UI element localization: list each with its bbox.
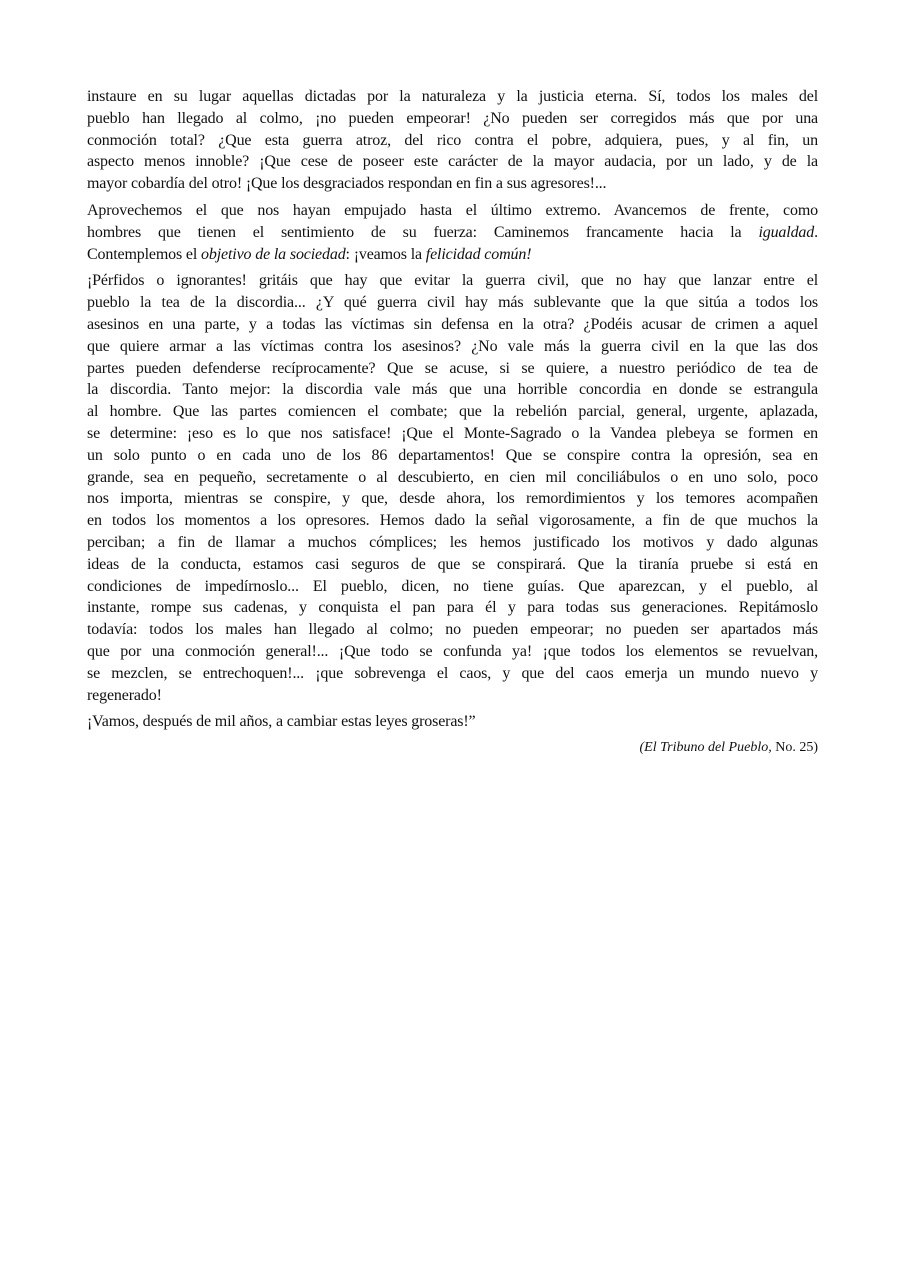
text-segment: aspecto menos innoble? ¡Que cese de poseer este carácter de la mayor audacia, por un lado, y de la (87, 153, 818, 171)
text-line (87, 270, 818, 292)
citation (87, 738, 818, 758)
text-line (87, 401, 818, 423)
text-segment: ideas de la conducta, estamos casi seguros de que se conspirará. Que la tiranía pruebe si está en (87, 555, 818, 573)
text-segment: perciban; a fin de llamar a muchos cómplices; les hemos justificado los motivos y dado algunas (87, 533, 818, 551)
text-line (87, 222, 818, 244)
text-line (87, 488, 818, 510)
text-line (87, 244, 818, 266)
text-segment: asesinos en una parte, y a todas las víctimas sin defensa en la otra? ¿Podéis acusar de crimen a aquel (87, 315, 818, 333)
text-line (87, 379, 818, 401)
text-line (87, 200, 818, 222)
document-page (87, 86, 818, 758)
text-segment: pueblo la tea de la discordia... ¿Y qué guerra civil hay más sublevante que la que sitúa a todos los (87, 294, 818, 312)
text-segment: que quiere armar a las víctimas contra los asesinos? ¿No vale más la guerra civil en la que las dos (87, 337, 818, 355)
text-segment: grande, sea en pequeño, secretamente o al descubierto, en cien mil conciliábulos o en uno solo, poco (87, 468, 818, 486)
text-line (87, 597, 818, 619)
text-segment: condiciones de impedírnoslo... El pueblo, dicen, no tiene guías. Que aparezcan, y el pueblo, al (87, 577, 818, 595)
italic-text: felicidad común! (425, 245, 532, 263)
paragraph (87, 200, 818, 265)
text-line (87, 663, 818, 685)
text-segment: se determine: ¡eso es lo que nos satisface! ¡Que el Monte-Sagrado o la Vandea plebeya se formen en (87, 424, 818, 442)
text-segment: Contemplemos el (87, 245, 202, 263)
text-segment: : ¡veamos la (345, 245, 426, 263)
text-segment: un solo punto o en cada uno de los 86 departamentos! Que se conspire contra la opresión, sea en (87, 446, 818, 464)
text-segment: ¡Vamos, después de mil años, a cambiar estas leyes groseras!” (87, 713, 476, 731)
text-segment: al hombre. Que las partes comiencen el combate; que la rebelión parcial, general, urgente, aplazada, (87, 403, 818, 421)
text-line (87, 423, 818, 445)
text-line (87, 151, 818, 173)
text-line (87, 532, 818, 554)
text-line (87, 358, 818, 380)
text-segment: nos importa, mientras se conspire, y que, desde ahora, los remordimientos y los temores acompañen (87, 490, 818, 508)
italic-text: objetivo de la sociedad (201, 245, 346, 263)
text-segment: conmoción total? ¿Que esta guerra atroz, del rico contra el pobre, adquiera, pues, y al fin, un (87, 131, 818, 149)
text-segment: que por una conmoción general!... ¡Que todo se confunda ya! ¡que todos los elementos se revuelvan, (87, 642, 818, 660)
text-segment: Aprovechemos el que nos hayan empujado hasta el último extremo. Avancemos de frente, como (87, 201, 818, 219)
text-line (87, 130, 818, 152)
text-line (87, 510, 818, 532)
text-segment: . (814, 223, 818, 241)
text-line (87, 292, 818, 314)
paragraph (87, 270, 818, 706)
text-segment: instante, rompe sus cadenas, y conquista el pan para él y para todas sus generaciones. Repitámoslo (87, 599, 818, 617)
text-line (87, 173, 818, 195)
text-segment: partes pueden defenderse recíprocamente? Que se acuse, si se quiere, a nuestro periódico de tea de (87, 359, 818, 377)
citation-number: No. 25) (771, 740, 818, 756)
italic-text: igualdad (758, 223, 815, 241)
citation-source: (El Tribuno del Pueblo, (639, 740, 772, 756)
text-segment: se mezclen, se entrechoquen!... ¡que sobrevenga el caos, y que del caos emerja un mundo nuevo y (87, 664, 818, 682)
text-line (87, 619, 818, 641)
text-line (87, 108, 818, 130)
paragraph (87, 86, 818, 195)
text-line (87, 467, 818, 489)
text-line (87, 641, 818, 663)
text-line (87, 336, 818, 358)
text-segment: todavía: todos los males han llegado al colmo; no pueden empeorar; no pueden ser apartados más (87, 621, 818, 639)
text-segment: mayor cobardía del otro! ¡Que los desgraciados respondan en fin a sus agresores!... (87, 175, 607, 193)
text-line (87, 685, 818, 707)
text-segment: ¡Pérfidos o ignorantes! gritáis que hay que evitar la guerra civil, que no hay que lanzar entre el (87, 272, 818, 290)
paragraph (87, 711, 818, 733)
text-line (87, 86, 818, 108)
text-segment: pueblo han llegado al colmo, ¡no pueden empeorar! ¿No pueden ser corregidos más que por una (87, 109, 818, 127)
text-line (87, 711, 818, 733)
text-segment: regenerado! (87, 686, 162, 704)
text-segment: instaure en su lugar aquellas dictadas por la naturaleza y la justicia eterna. Sí, todos los males del (87, 88, 818, 105)
text-segment: en todos los momentos a los opresores. Hemos dado la señal vigorosamente, a fin de que muchos la (87, 512, 818, 530)
text-line (87, 314, 818, 336)
document-body (87, 86, 818, 733)
text-line (87, 554, 818, 576)
text-segment: hombres que tienen el sentimiento de su fuerza: Caminemos francamente hacia la (87, 223, 759, 241)
text-segment: la discordia. Tanto mejor: la discordia vale más que una horrible concordia en donde se estrangula (87, 381, 818, 399)
text-line (87, 445, 818, 467)
text-line (87, 576, 818, 598)
